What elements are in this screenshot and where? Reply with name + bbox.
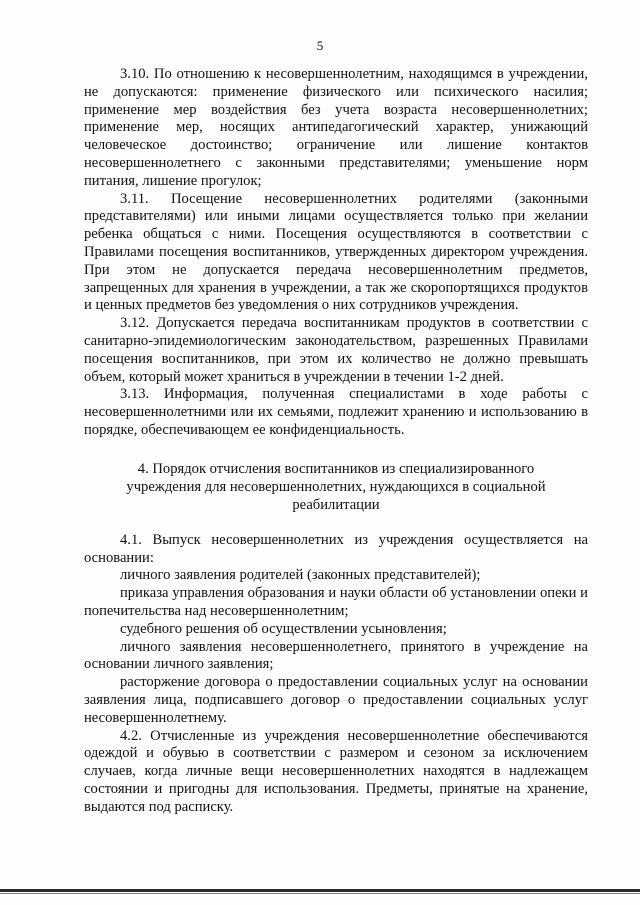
paragraph-3-11: 3.11. Посещение несовершеннолетних родителями (законными представителями) или иными лицами осуществляется только при желании ребенка общаться с ними. Посещения осуществляются в соответствии с Правилами посещения воспитанников, утвержденных директором учреждения. При этом не допускается передача несовершеннолетним предметов, запрещенных для хранения в учреждении, а так же скоропортящихся продуктов и ценных предметов без уведомления о них сотрудников учреждения. bbox=[84, 190, 588, 314]
list-item-minor-application: личного заявления несовершеннолетнего, принятого в учреждение на основании личного заявления; bbox=[84, 638, 588, 673]
document-body bbox=[84, 66, 588, 816]
list-item-adoption-decision: судебного решения об осуществлении усыновления; bbox=[120, 620, 447, 637]
page-number: 5 bbox=[316, 38, 324, 53]
paragraph-3-10: 3.10. По отношению к несовершеннолетним, находящимся в учреждении, не допускаются: применение физического или психического насилия; применение мер воздействия без учета возраста несовершеннолетних; применение мер, носящих антипедагогический характер, унижающий человеческое достоинство; ограничение или лишение контактов несовершеннолетнего с законными представителями; уменьшение норм питания, лишение прогулок; bbox=[84, 66, 588, 189]
spacer bbox=[84, 514, 588, 532]
paragraph-3-13: 3.13. Информация, полученная специалистами в ходе работы с несовершеннолетними или их семьями, подлежит хранению и использованию в порядке, обеспечивающем ее конфиденциальность. bbox=[84, 386, 588, 438]
list-item-contract-termination: расторжение договора о предоставлении социальных услуг на основании заявления лица, подписавшего договор о предоставлении социальных услуг несовершеннолетнему. bbox=[84, 674, 588, 726]
paragraph-4-2: 4.2. Отчисленные из учреждения несовершеннолетние обеспечиваются одеждой и обувью в соответствии с размером и сезоном за исключением случаев, когда личные вещи несовершеннолетних находятся в надлежащем состоянии и пригодны для использования. Предметы, принятые на хранение, выдаются под расписку. bbox=[84, 727, 588, 815]
paragraph-4-1: 4.1. Выпуск несовершеннолетних из учреждения осуществляется на основании: bbox=[84, 531, 588, 566]
list-item-guardianship-order: приказа управления образования и науки области об установлении опеки и попечительства над несовершеннолетним; bbox=[84, 585, 588, 619]
paragraph-3-12: 3.12. Допускается передача воспитанникам продуктов в соответствии с санитарно-эпидемиологическим законодательством, разрешенных Правилами посещения воспитанников, при этом их количество не должно превышать объем, который может храниться в учреждении в течении 1-2 дней. bbox=[84, 315, 588, 385]
scan-edge-line bbox=[0, 889, 640, 892]
list-item-parents-application: личного заявления родителей (законных представителей); bbox=[120, 567, 481, 584]
section-heading: 4. Порядок отчисления воспитанников из специализированного учреждения для несовершеннолетних, нуждающихся в социальной реабилитации bbox=[126, 460, 546, 513]
scan-edge-line-secondary bbox=[0, 893, 640, 894]
